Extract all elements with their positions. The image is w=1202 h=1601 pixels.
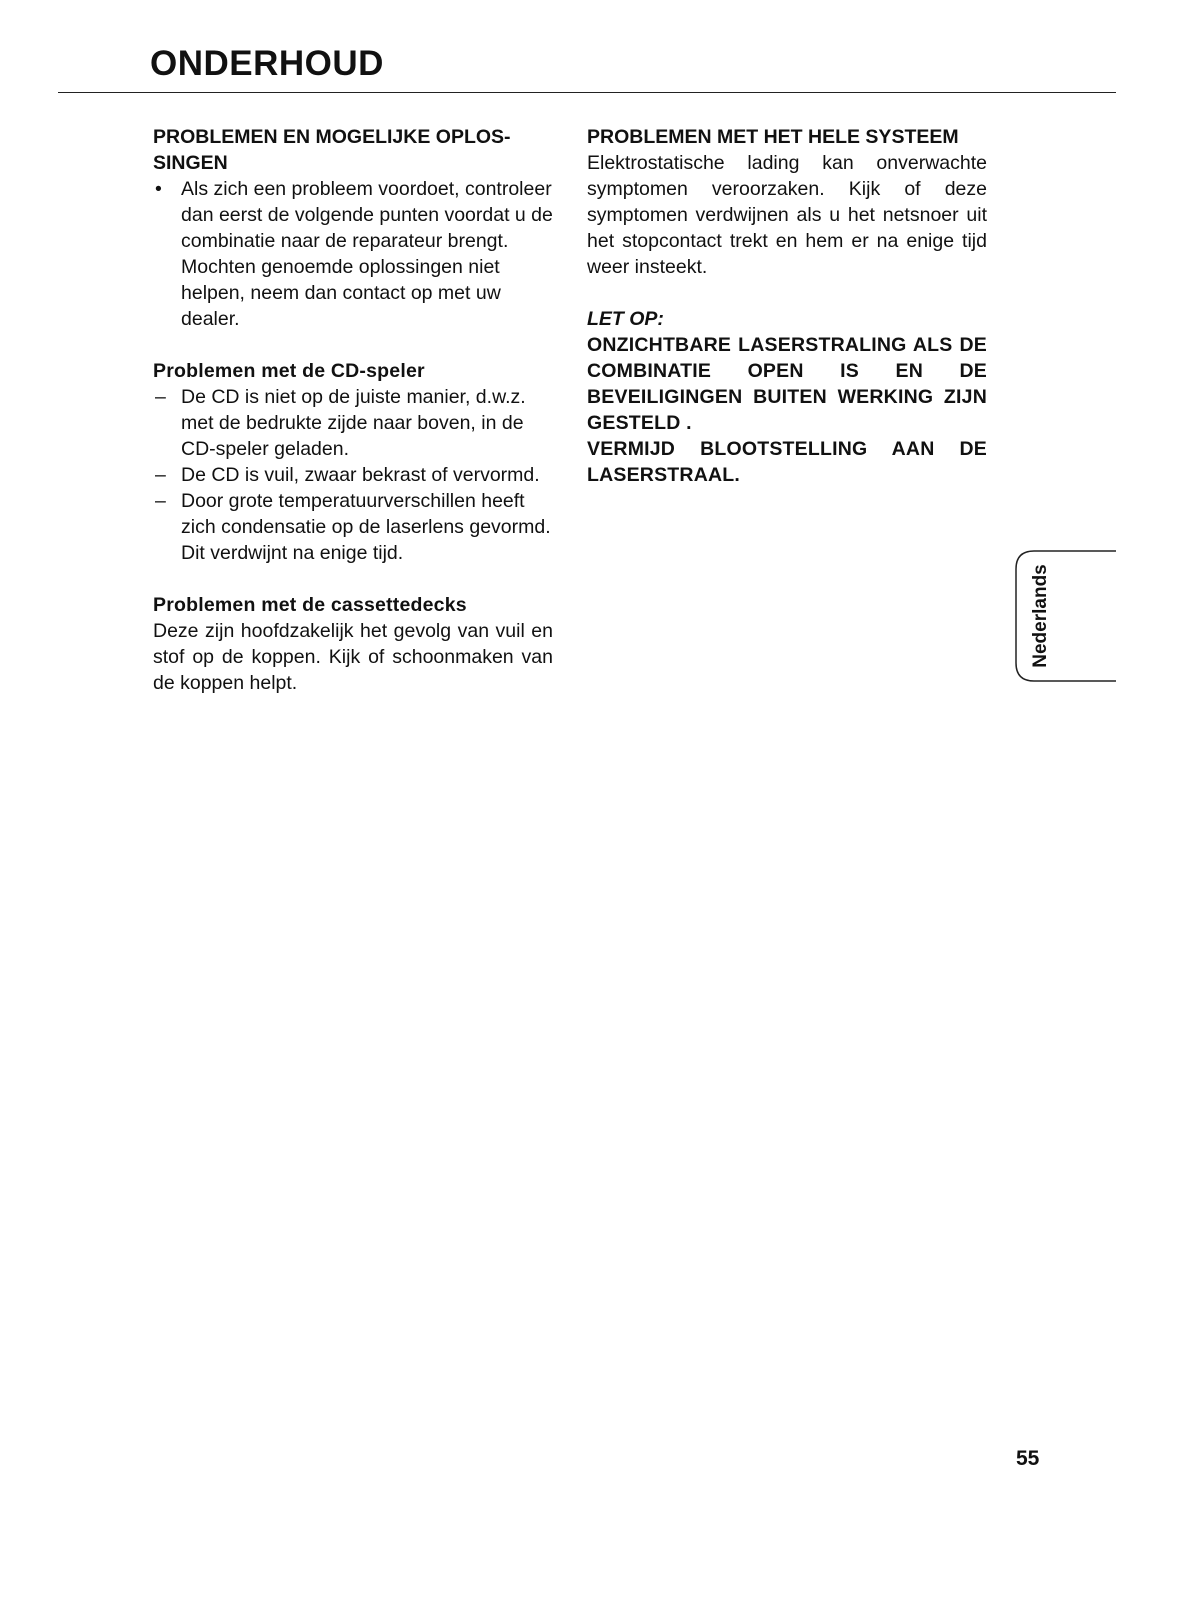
section-title-problems: PROBLEMEN EN MOGELIJKE OPLOS- SINGEN (153, 126, 511, 174)
system-heading: PROBLEMEN MET HET HELE SYSTEEM (587, 126, 959, 148)
left-column (153, 124, 553, 696)
warning-line-2: VERMIJD BLOOTSTELLING AAN DE LASERSTRAAL. (587, 438, 987, 486)
page-title: ONDERHOUD (150, 44, 384, 83)
cd-item-text: Door grote temperatuurverschillen heeft zich condensatie op de laserlens gevormd. Dit verdwijnt na enige tijd. (181, 490, 551, 564)
header-rule (58, 92, 1116, 93)
cd-heading: Problemen met de CD-speler (153, 360, 425, 382)
page-number: 55 (1016, 1447, 1040, 1470)
dash-icon: – (155, 386, 166, 408)
warning-line-1: ONZICHTBARE LASERSTRALING ALS DE COMBINATIE OPEN IS EN DE BEVEILIGINGEN BUITEN WERKING ZIJN GESTELD . (587, 334, 987, 434)
list-item (153, 462, 553, 488)
system-text: Elektrostatische lading kan onverwachte symptomen veroorzaken. Kijk of deze symptomen verdwijnen als u het netsnoer uit het stopcontact trekt en hem er na enige tijd weer insteekt. (587, 152, 987, 278)
list-item (153, 488, 553, 566)
cd-list (153, 384, 553, 566)
language-tab (1014, 550, 1116, 682)
cd-item-text: De CD is vuil, zwaar bekrast of vervormd. (181, 464, 540, 486)
dash-icon: – (155, 490, 166, 512)
cassette-heading: Problemen met de cassettedecks (153, 594, 467, 616)
list-item (153, 384, 553, 462)
intro-bullet-item (153, 176, 553, 332)
cd-item-text: De CD is niet op de juiste manier, d.w.z. met de bedrukte zijde naar boven, in de CD-speler geladen. (181, 386, 526, 460)
cassette-text: Deze zijn hoofdzakelijk het gevolg van vuil en stof op de koppen. Kijk of schoonmaken van de koppen helpt. (153, 620, 553, 694)
bullet-icon: • (155, 178, 162, 200)
warning-title: LET OP: (587, 308, 664, 330)
intro-bullet-text: Als zich een probleem voordoet, controleer dan eerst de volgende punten voordat u de combinatie naar de reparateur brengt. Mochten genoemde oplossingen niet helpen, neem dan contact op met uw dealer. (181, 178, 553, 330)
intro-list (153, 176, 553, 332)
right-column (587, 124, 987, 488)
dash-icon: – (155, 464, 166, 486)
language-tab-label: Nederlands (1030, 564, 1051, 668)
